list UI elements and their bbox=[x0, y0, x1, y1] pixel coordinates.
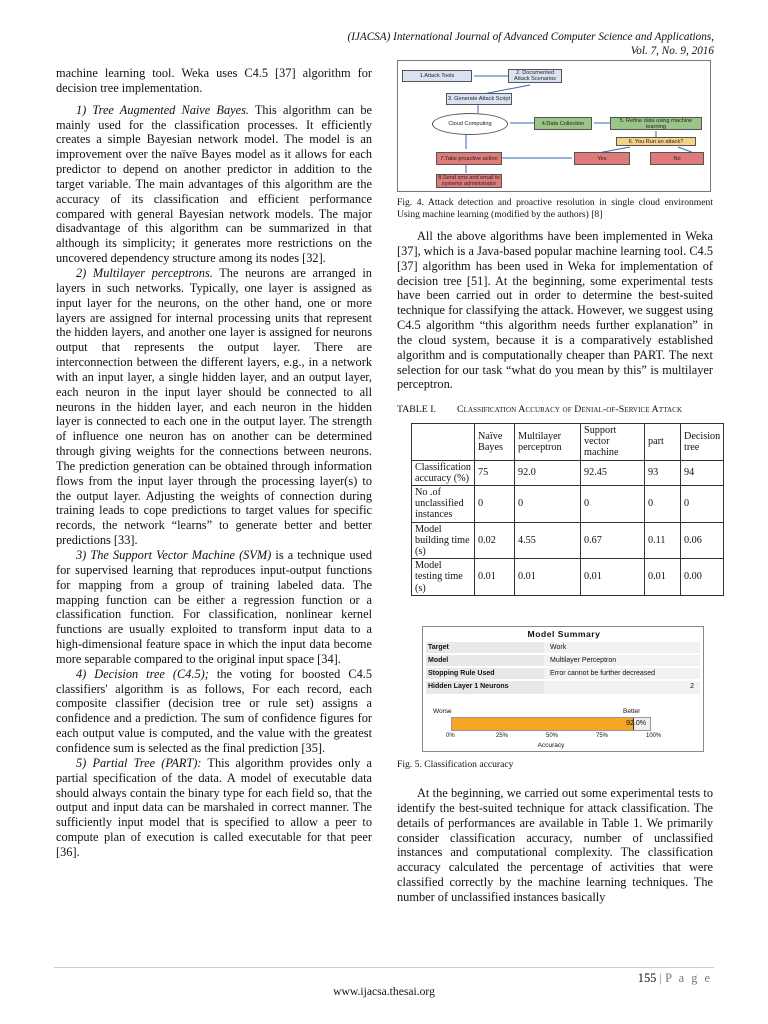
results-table bbox=[411, 423, 724, 596]
table-cell: 0.11 bbox=[645, 522, 681, 559]
page-number-value: 155 bbox=[637, 971, 657, 985]
accuracy-track bbox=[451, 717, 651, 731]
table-cell: 0.01 bbox=[475, 559, 515, 596]
item-text: the voting for boosted C4.5 classifiers' algorithm is as follows, For each record, each composite classifier (decision tree or rule set) assigns a confidence and a prediction. The sum of confidence figures for each output value is computed, and the value with the greatest confidence sum is selected as the final prediction [35]. bbox=[56, 666, 372, 755]
right-column-text bbox=[397, 229, 713, 392]
worse-label: Worse bbox=[433, 708, 452, 715]
accuracy-axis-label: Accuracy bbox=[537, 742, 565, 749]
accuracy-value-label: 92.0% bbox=[626, 720, 646, 727]
table-row bbox=[412, 559, 724, 596]
row-label: Model building time (s) bbox=[412, 522, 475, 559]
table-row bbox=[412, 486, 724, 523]
item-heading: 1) Tree Augmented Naive Bayes. bbox=[76, 102, 249, 117]
figure-5-caption: Fig. 5. Classification accuracy bbox=[397, 759, 514, 770]
no-branch-box: No bbox=[650, 152, 704, 165]
item-text: The neurons are arranged in layers in such networks. Typically, one layer is assigned as input layer for the neurons, on the other hand, one or more layers are assigned for internal processing units that represent the hidden layers, and another one layer is assigned for neurons output that represents the output layer. There are interconnection between the different layers, e.g., in a network with an input layer, a single hidden layer, and an output layer, each neuron in the input layer should be connected to all neurons in the hidden layer, and each neuron in the hidden layer is connected to each one in the output layer. The strength of influence one neuron has on another can be determined through giving weights for the connections between neurons. The prediction generation can be obtained through information flows from the input layer through the processing layer(s) to the output layer. Adjusting the weights of connection during training leads to cope predictions to target values for specific records, the network “learns” to generate better and better predictions [33]. bbox=[56, 265, 372, 548]
table-cell: 93 bbox=[645, 460, 681, 485]
figure-4-caption: Fig. 4. Attack detection and proactive resolution in single cloud environment Using machine learning (modified by the authors) [8] bbox=[397, 197, 713, 220]
table-caption bbox=[397, 404, 713, 415]
summary-key: Model bbox=[426, 655, 544, 666]
figure-4-flowchart bbox=[397, 60, 711, 192]
table-cell: 0 bbox=[515, 486, 581, 523]
table-cell: 0.01 bbox=[645, 559, 681, 596]
page-word: P a g e bbox=[665, 971, 712, 985]
table-cell: 0.67 bbox=[581, 522, 645, 559]
algorithm-item bbox=[56, 756, 372, 860]
item-heading: 4) Decision tree (C4.5); bbox=[76, 666, 209, 681]
table-cell: 0.01 bbox=[515, 559, 581, 596]
axis-tick-label: 50% bbox=[546, 733, 559, 739]
summary-row bbox=[426, 681, 700, 694]
table-cell: 0 bbox=[581, 486, 645, 523]
flow-step-box: 2. Documented Attack Scenarios bbox=[508, 69, 562, 83]
row-label: Classification accuracy (%) bbox=[412, 460, 475, 485]
model-summary-table bbox=[426, 642, 700, 694]
algorithm-item bbox=[56, 548, 372, 667]
table-header-row bbox=[412, 424, 724, 461]
intro-paragraph: machine learning tool. Weka uses C4.5 [37] algorithm for decision tree implementation. bbox=[56, 66, 372, 95]
journal-volume: Vol. 7, No. 9, 2016 bbox=[630, 45, 714, 57]
footer-divider bbox=[54, 967, 714, 968]
yes-branch-box: Yes bbox=[574, 152, 630, 165]
item-heading: 5) Partial Tree (PART): bbox=[76, 755, 202, 770]
flow-step-box: 5. Refine data using machine learning bbox=[610, 117, 702, 130]
table-cell: 0.06 bbox=[681, 522, 724, 559]
item-text: This algorithm provides only a partial specification of the data. A model of executable data should always contain the binary type for each field so, that the output and input data can be marshaled in correct manner. The sufficiently input model that is specified to allow a peer to compute plan of execution is called executable for that peer [36]. bbox=[56, 755, 372, 859]
body-paragraph: All the above algorithms have been implemented in Weka [37], which is a Java-based popular machine learning tool. C4.5 [37] algorithm has been used in Weka for implementation of decision tree [51]. At the beginning, some experimental tests have been carried out in order to determine the best-suited technique for classifying the attack. However, we suggest using C4.5 algorithm “this algorithm needs further explanation” in the cloud system, because it is a comparatively established algorithm and is computationally cheaper than PART. The next selection for our task “what do you mean by this” is multilayer perceptron. bbox=[397, 229, 713, 392]
axis-tick-label: 75% bbox=[596, 733, 609, 739]
page-number bbox=[638, 971, 712, 986]
summary-value: Work bbox=[544, 642, 700, 653]
left-column bbox=[56, 66, 372, 860]
table-cell: 0 bbox=[475, 486, 515, 523]
table-cell: 0 bbox=[681, 486, 724, 523]
table-cell: 4.55 bbox=[515, 522, 581, 559]
cloud-computing-node: Cloud Computing bbox=[432, 113, 508, 135]
row-label: Model testing time (s) bbox=[412, 559, 475, 596]
table-header-cell bbox=[412, 424, 475, 461]
summary-value: Multilayer Perceptron bbox=[544, 655, 700, 666]
summary-key: Target bbox=[426, 642, 544, 653]
model-summary-title: Model Summary bbox=[527, 629, 601, 639]
algorithm-item bbox=[56, 103, 372, 266]
item-heading: 3) The Support Vector Machine (SVM) bbox=[76, 548, 272, 562]
item-heading: 2) Multilayer perceptrons. bbox=[76, 265, 213, 280]
table-cell: 0.00 bbox=[681, 559, 724, 596]
table-cell: 92.0 bbox=[515, 460, 581, 485]
summary-key: Hidden Layer 1 Neurons bbox=[426, 681, 544, 694]
table-cell: 0.01 bbox=[581, 559, 645, 596]
table-cell: 0 bbox=[645, 486, 681, 523]
table-row bbox=[412, 460, 724, 485]
accuracy-bar bbox=[452, 718, 634, 730]
table-cell: 94 bbox=[681, 460, 724, 485]
table-cell: 92.45 bbox=[581, 460, 645, 485]
item-text: is a technique used for supervised learning that reproduces input-output functions for mapping from a group of training labeled data. The mapping function can be either a regression function or a classification function. For classification, nonlinear kernel functions are usually exploited to transform input data to a high-dimensional feature space in which the input data become more separable compared to the original input space [34]. bbox=[56, 548, 372, 666]
table-row bbox=[412, 522, 724, 559]
running-header bbox=[347, 30, 714, 58]
flow-step-box: 3. Generate Attack Script bbox=[446, 93, 512, 105]
table-cell: 75 bbox=[475, 460, 515, 485]
item-text: This algorithm can be mainly used for the classification processes. It efficiently creates a simple Bayesian network model. The model is an improvement over the naïve Bayes model as it allows for each predictor to depend on another predictor in addition to the target variable. The main advantages of this algorithm are the accuracy of its classification and efficient performance compared with general Bayesian network models. The major disadvantage of this algorithm can be summarized in that although its simplicity; it generates more restrictions on the uncovered dependency structure among its nodes [32]. bbox=[56, 102, 372, 266]
summary-row bbox=[426, 642, 700, 655]
summary-row bbox=[426, 655, 700, 668]
table-header-cell: Support vector machine bbox=[581, 424, 645, 461]
table-header-cell: Naïve Bayes bbox=[475, 424, 515, 461]
algorithm-item bbox=[56, 667, 372, 756]
table-cell: 0.02 bbox=[475, 522, 515, 559]
table-label: TABLE I. bbox=[397, 404, 436, 415]
figure-5-model-summary bbox=[422, 626, 704, 752]
summary-row bbox=[426, 668, 700, 681]
journal-name: (IJACSA) International Journal of Advanced Computer Science and Applications, bbox=[347, 31, 714, 43]
body-paragraph: At the beginning, we carried out some experimental tests to identify the best-suited technique for attack classification. The details of performances are available in Table 1. We primarily consider classification accuracy, number of unclassified instances and computational complexity. The classification accuracy calculated the percentage of activities that were classified correctly by the machine learning techniques. The number of unclassified instances basically bbox=[397, 786, 713, 904]
flow-step-box: 8.Send sms and email to systems administrator bbox=[436, 174, 502, 188]
table-header-cell: Multilayer perceptron bbox=[515, 424, 581, 461]
row-label: No .of unclassified instances bbox=[412, 486, 475, 523]
axis-tick-label: 100% bbox=[646, 733, 662, 739]
footer-website: www.ijacsa.thesai.org bbox=[333, 985, 435, 998]
decision-box: 6. You Run an attack? bbox=[616, 137, 696, 146]
summary-value: 2 bbox=[544, 681, 700, 694]
axis-tick-label: 0% bbox=[446, 733, 455, 739]
summary-key: Stopping Rule Used bbox=[426, 668, 544, 679]
flow-step-box: 4.Data Collection bbox=[534, 117, 592, 130]
page-separator: | bbox=[659, 971, 662, 985]
better-label: Better bbox=[623, 708, 641, 715]
right-column-text-2 bbox=[397, 786, 713, 905]
flow-step-box: 1.Attack Tools bbox=[402, 70, 472, 82]
table-title: Classification Accuracy of Denial-of-Service Attack bbox=[457, 404, 683, 415]
summary-value: Error cannot be further decreased bbox=[544, 668, 700, 679]
axis-tick-label: 25% bbox=[496, 733, 509, 739]
algorithm-item bbox=[56, 266, 372, 548]
accuracy-axis-ticks bbox=[446, 733, 662, 741]
table-header-cell: part bbox=[645, 424, 681, 461]
flow-step-box: 7.Take proactive action bbox=[436, 152, 502, 165]
table-header-cell: Decision tree bbox=[681, 424, 724, 461]
